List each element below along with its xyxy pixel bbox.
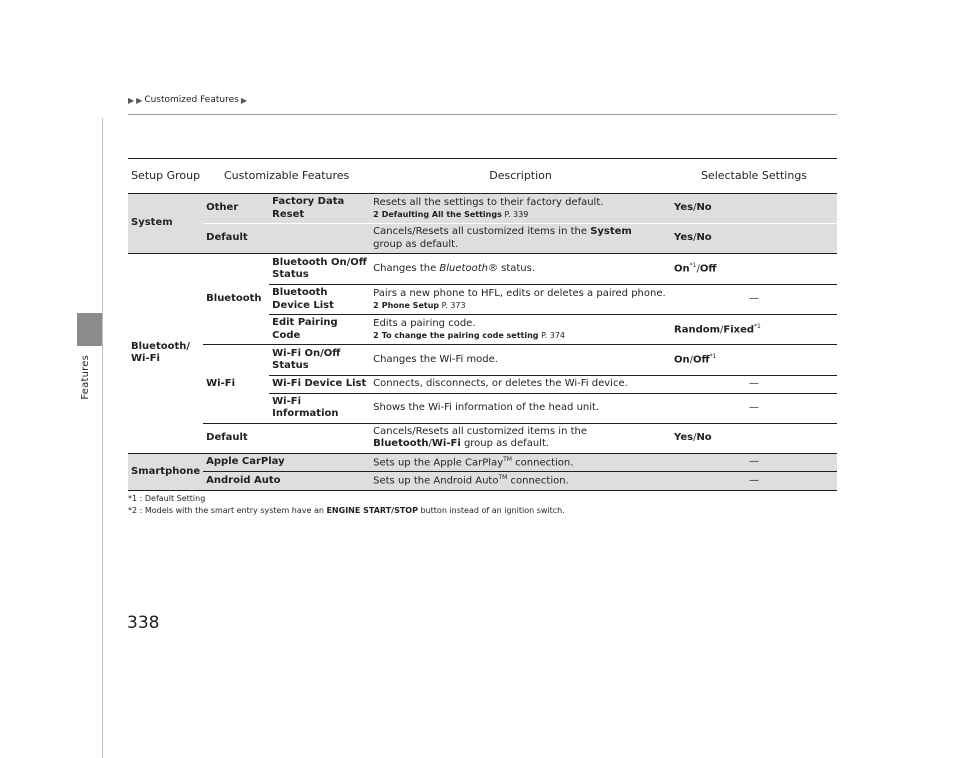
margin-rule xyxy=(102,118,103,758)
description-text: ® status. xyxy=(487,262,536,274)
table-header-row xyxy=(128,159,837,194)
footnote-text: *2 : Models with the smart entry system have an xyxy=(128,506,327,515)
reference-title: Defaulting All the Settings xyxy=(381,210,502,220)
description-emphasis: Bluetooth xyxy=(373,438,429,449)
feature-wifi-onoff: Wi-Fi On/Off Status xyxy=(269,345,370,376)
table-row xyxy=(128,254,837,285)
col-header-features: Customizable Features xyxy=(203,159,370,194)
subgroup-bluetooth: Bluetooth xyxy=(203,254,269,345)
cross-reference[interactable] xyxy=(373,210,668,220)
settings-cell: — xyxy=(671,453,837,472)
reference-title: To change the pairing code setting xyxy=(381,331,539,341)
breadcrumb-label[interactable]: Customized Features xyxy=(144,95,239,105)
footnote-marker: *1 xyxy=(709,353,717,361)
description-text: connection. xyxy=(511,456,574,468)
settings-cell: — xyxy=(671,393,837,423)
description-cell xyxy=(370,453,671,472)
group-system: System xyxy=(128,194,203,254)
group-smartphone: Smartphone xyxy=(128,453,203,491)
description-text: Cancels/Resets all customized items in the xyxy=(373,226,591,237)
page-number: 338 xyxy=(127,613,160,633)
header-rule xyxy=(128,114,837,115)
description-text: group as default. xyxy=(373,238,459,250)
setting-option: Yes xyxy=(674,431,694,443)
trademark-mark: TM xyxy=(498,474,508,482)
description-cell xyxy=(370,224,671,254)
settings-cell: Yes/No xyxy=(671,224,837,254)
col-header-setup-group: Setup Group xyxy=(128,159,203,194)
description-cell: Changes the Wi-Fi mode. xyxy=(370,345,671,376)
subgroup-default: Default xyxy=(203,423,370,453)
triangle-right-icon: ▶ xyxy=(136,95,143,105)
description-text: Sets up the Apple CarPlay xyxy=(373,456,504,468)
feature-device-list: Bluetooth Device List xyxy=(269,285,370,315)
reference-page: P. 374 xyxy=(541,331,566,341)
description-cell xyxy=(370,472,671,491)
cross-reference[interactable] xyxy=(373,301,668,311)
subgroup-other: Other xyxy=(203,194,269,224)
description-text: Changes the xyxy=(373,262,440,274)
reference-arrow-icon: 2 xyxy=(373,210,379,220)
setting-option: Yes xyxy=(674,232,694,244)
setting-option: Random xyxy=(674,323,721,335)
settings-cell: — xyxy=(671,285,837,315)
description-cell: Shows the Wi-Fi information of the head unit. xyxy=(370,393,671,423)
setting-option: Yes xyxy=(674,202,694,214)
feature-pairing-code: Edit Pairing Code xyxy=(269,315,370,345)
section-tab xyxy=(77,313,103,346)
description-text: Resets all the settings to their factory default. xyxy=(373,196,604,208)
setting-option: Off xyxy=(693,354,710,366)
settings-cell: Yes/No xyxy=(671,423,837,453)
feature-android-auto: Android Auto xyxy=(203,472,370,491)
footnote-text: button instead of an ignition switch. xyxy=(417,506,565,515)
reference-page: P. 373 xyxy=(441,301,466,311)
reference-arrow-icon: 2 xyxy=(373,301,379,311)
footnote-marker: *1 xyxy=(754,322,761,330)
table-row xyxy=(128,194,837,224)
table-row xyxy=(128,453,837,472)
description-cell xyxy=(370,194,671,224)
description-text: / xyxy=(428,438,432,449)
reference-title: Phone Setup xyxy=(381,301,440,311)
setting-option: Off xyxy=(699,263,717,275)
col-header-description: Description xyxy=(370,159,671,194)
col-header-settings: Selectable Settings xyxy=(671,159,837,194)
setting-option: Fixed xyxy=(723,323,755,335)
reference-page: P. 339 xyxy=(504,210,529,220)
description-cell xyxy=(370,285,671,315)
settings-cell: Yes/No xyxy=(671,194,837,224)
description-cell xyxy=(370,254,671,285)
setting-option: No xyxy=(696,232,712,244)
description-italic: Bluetooth xyxy=(439,262,488,274)
setting-option: No xyxy=(696,202,712,214)
feature-wifi-information: Wi-Fi Information xyxy=(269,393,370,423)
group-bluetooth-wifi: Bluetooth/ Wi-Fi xyxy=(128,254,203,454)
settings-cell: On$^{*1}$/Off xyxy=(671,254,837,285)
settings-cell: — xyxy=(671,472,837,491)
customizable-features-table xyxy=(128,158,837,491)
reference-arrow-icon: 2 xyxy=(373,331,379,341)
description-text: Pairs a new phone to HFL, edits or deletes a paired phone. xyxy=(373,287,666,299)
feature-bluetooth-onoff: Bluetooth On/Off Status xyxy=(269,254,370,285)
settings-cell: On/Off$^{*1}$ xyxy=(671,345,837,376)
description-text: Cancels/Resets all customized items in the xyxy=(373,425,588,437)
footnote-emphasis: ENGINE START/STOP xyxy=(326,506,418,515)
settings-cell: — xyxy=(671,376,837,394)
description-text: Sets up the Android Auto xyxy=(373,475,499,487)
trademark-mark: TM xyxy=(503,455,512,463)
description-text: connection. xyxy=(507,475,569,487)
settings-cell: Random/Fixed$^{*1}$ xyxy=(671,315,837,345)
table-row xyxy=(128,224,837,254)
subgroup-default: Default xyxy=(203,224,370,254)
setting-option: No xyxy=(696,431,712,443)
description-cell xyxy=(370,423,671,453)
table-row xyxy=(128,345,837,376)
setting-option: On xyxy=(674,263,690,275)
description-emphasis: System xyxy=(590,226,632,237)
subgroup-wifi: Wi-Fi xyxy=(203,345,269,424)
section-label: Features xyxy=(80,355,91,400)
breadcrumb xyxy=(128,95,247,105)
triangle-right-icon: ▶ xyxy=(240,95,247,105)
table-row xyxy=(128,472,837,491)
feature-wifi-device-list: Wi-Fi Device List xyxy=(269,376,370,394)
setting-option: On xyxy=(674,354,690,366)
footnote-1: *1 : Default Setting xyxy=(128,494,206,503)
feature-apple-carplay: Apple CarPlay xyxy=(203,453,370,472)
description-text: group as default. xyxy=(460,438,550,449)
description-text: Edits a pairing code. xyxy=(373,317,476,329)
cross-reference[interactable] xyxy=(373,331,668,341)
description-cell xyxy=(370,315,671,345)
table-row xyxy=(128,423,837,453)
triangle-right-icon: ▶ xyxy=(128,95,135,105)
footnote-marker: *1 xyxy=(689,262,697,270)
footnote-2 xyxy=(128,506,565,515)
description-emphasis: Wi-Fi xyxy=(431,438,461,449)
feature-factory-reset: Factory Data Reset xyxy=(269,194,370,224)
description-cell: Connects, disconnects, or deletes the Wi-Fi device. xyxy=(370,376,671,394)
